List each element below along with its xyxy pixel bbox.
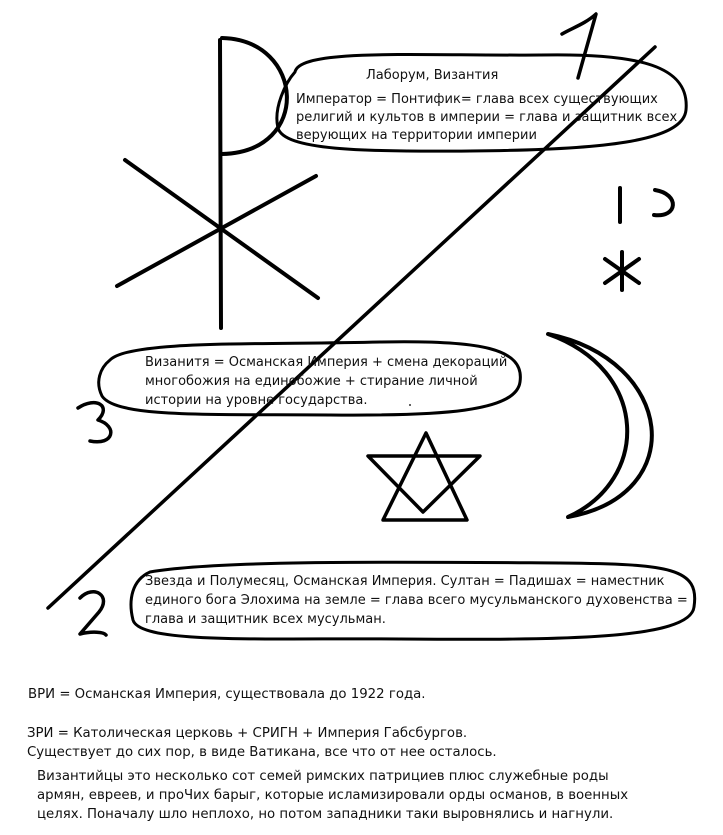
note-vri: ВРИ = Османская Империя, существовала до 1922 года. xyxy=(28,687,426,702)
laborum-line-2: религий и культов в империи = глава и защитник всех xyxy=(296,110,678,125)
note-zri-line-1: ЗРИ = Католическая церковь + СРИГН + Империя Габсбургов. xyxy=(27,726,468,741)
number-1 xyxy=(562,14,596,78)
laborum-line-3: верующих на территории империи xyxy=(296,128,537,143)
star-symbol xyxy=(368,433,480,520)
byzantium-line-1: Визанитя = Османская Империя + смена декораций xyxy=(145,355,508,370)
number-3 xyxy=(78,403,111,442)
byzantium-line-3: истории на уровне государства. xyxy=(145,393,368,408)
star-crescent-line-1: Звезда и Полумесяц, Османская Империя. Султан = Падишах = наместник xyxy=(145,574,665,589)
small-rho-loop xyxy=(654,190,673,215)
star-crescent-line-2: единого бога Элохима на земле = глава всего мусульманского духовенства = xyxy=(145,593,688,608)
note-zri-line-2: Существует до сих пор, в виде Ватикана, все что от нее осталось. xyxy=(27,745,497,760)
note-byz-line-1: Византийцы это несколько сот семей римских патрициев плюс служебные роды xyxy=(37,769,609,784)
star-crescent-line-3: глава и защитник всех мусульман. xyxy=(145,612,386,627)
crescent-symbol xyxy=(548,334,652,517)
stray-dot xyxy=(409,404,411,406)
note-byz-line-2: армян, евреев, и проЧих барыг, которые исламизировали орды османов, в военных xyxy=(37,788,629,803)
laborum-line-1: Император = Понтифик= глава всех существующих xyxy=(296,92,658,107)
laborum-caption: Лаборум, Византия xyxy=(366,68,499,83)
note-byz-line-3: целях. Поначалу шло неплохо, но потом западники таки выровнялись и нагнули. xyxy=(37,807,614,822)
star-triangle-up xyxy=(383,433,467,520)
byzantium-line-2: многобожия на единобожие + стирание личной xyxy=(145,374,478,389)
small-symbols xyxy=(605,188,673,290)
labarum-chi-stroke-2 xyxy=(117,176,316,286)
star-triangle-down xyxy=(368,456,480,512)
labarum-rho-loop xyxy=(222,38,287,154)
labarum-staff xyxy=(220,40,221,328)
number-2 xyxy=(80,592,106,635)
